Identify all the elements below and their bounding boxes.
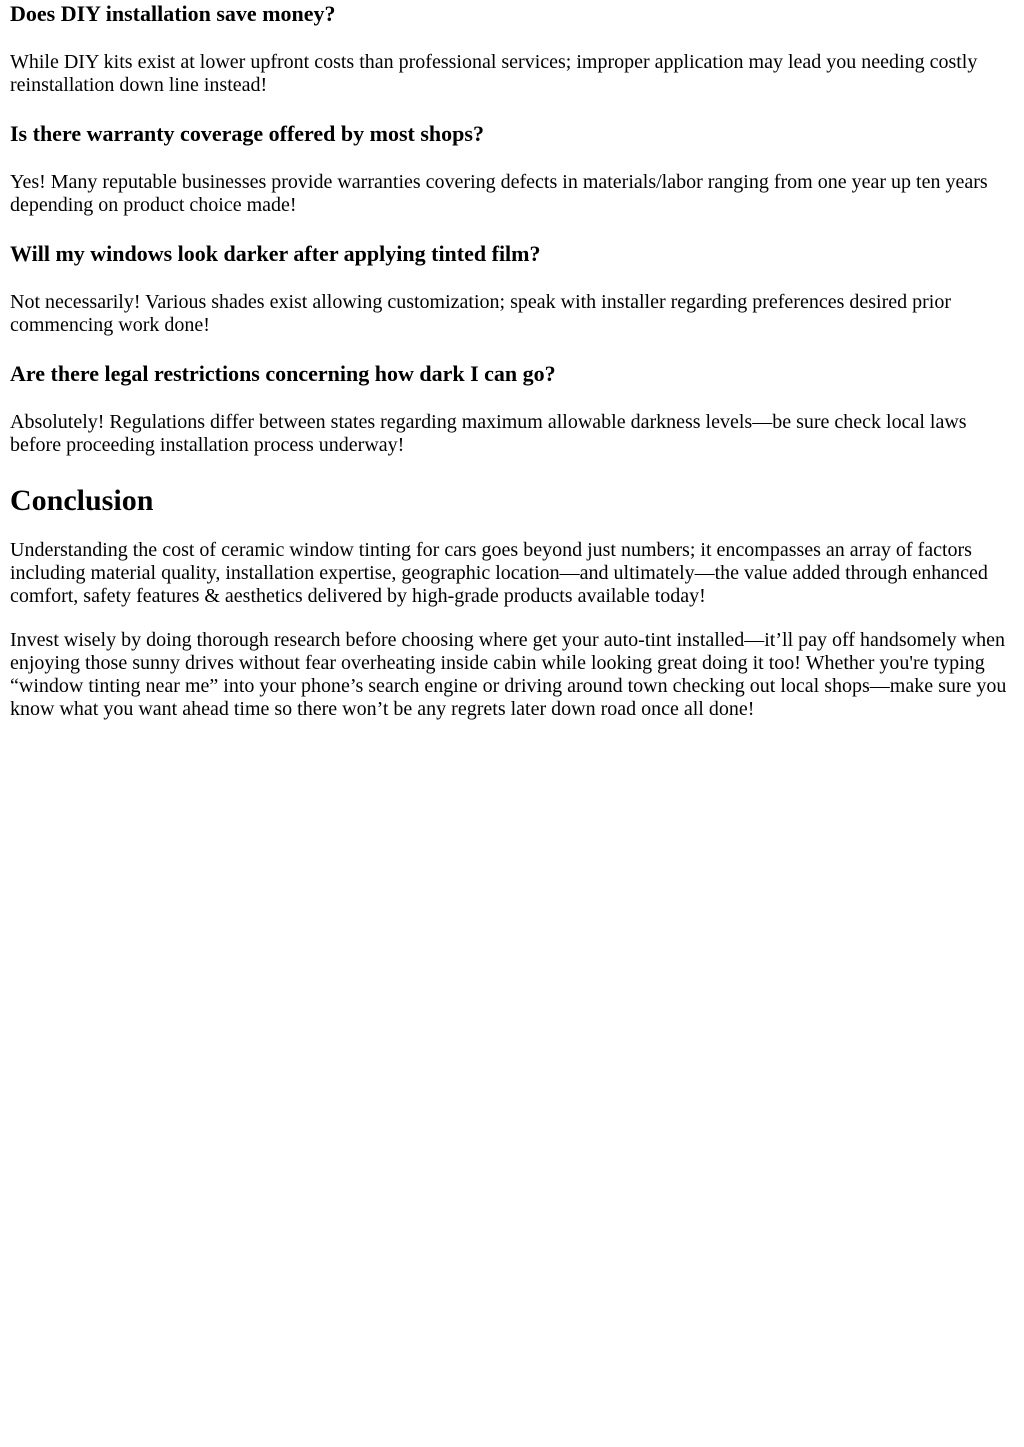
conclusion-paragraph: Understanding the cost of ceramic window tinting for cars goes beyond just numbers; it encompasses an array of factors including material quality, installation expertise, geographic location—and ultimately—the value added through enhanced comfort, safety features & aesthetics delivered by high-grade products available today! <box>10 539 988 607</box>
conclusion-paragraph: Invest wisely by doing thorough research before choosing where get your auto-tint installed—it’ll pay off handsomely when enjoying those sunny drives without fear overheating inside cabin while looking great doing it too! Whether you're typing “window tinting near me” into your phone’s search engine or driving around town checking out local shops—make sure you know what you want ahead time so there won’t be any regrets later down road once all done! <box>10 629 1007 720</box>
faq-question: Are there legal restrictions concerning how dark I can go? <box>10 361 556 386</box>
faq-question: Will my windows look darker after applying tinted film? <box>10 241 541 266</box>
faq-question: Does DIY installation save money? <box>10 1 336 26</box>
conclusion-heading: Conclusion <box>10 484 154 517</box>
faq-answer: Yes! Many reputable businesses provide warranties covering defects in materials/labor ranging from one year up ten years depending on product choice made! <box>10 171 988 216</box>
faq-answer: While DIY kits exist at lower upfront costs than professional services; improper application may lead you needing costly reinstallation down line instead! <box>10 51 978 96</box>
faq-answer: Absolutely! Regulations differ between states regarding maximum allowable darkness levels—be sure check local laws before proceeding installation process underway! <box>10 411 967 456</box>
faq-answer: Not necessarily! Various shades exist allowing customization; speak with installer regarding preferences desired prior commencing work done! <box>10 291 952 336</box>
faq-question: Is there warranty coverage offered by most shops? <box>10 121 484 146</box>
article-body <box>0 1 1024 721</box>
